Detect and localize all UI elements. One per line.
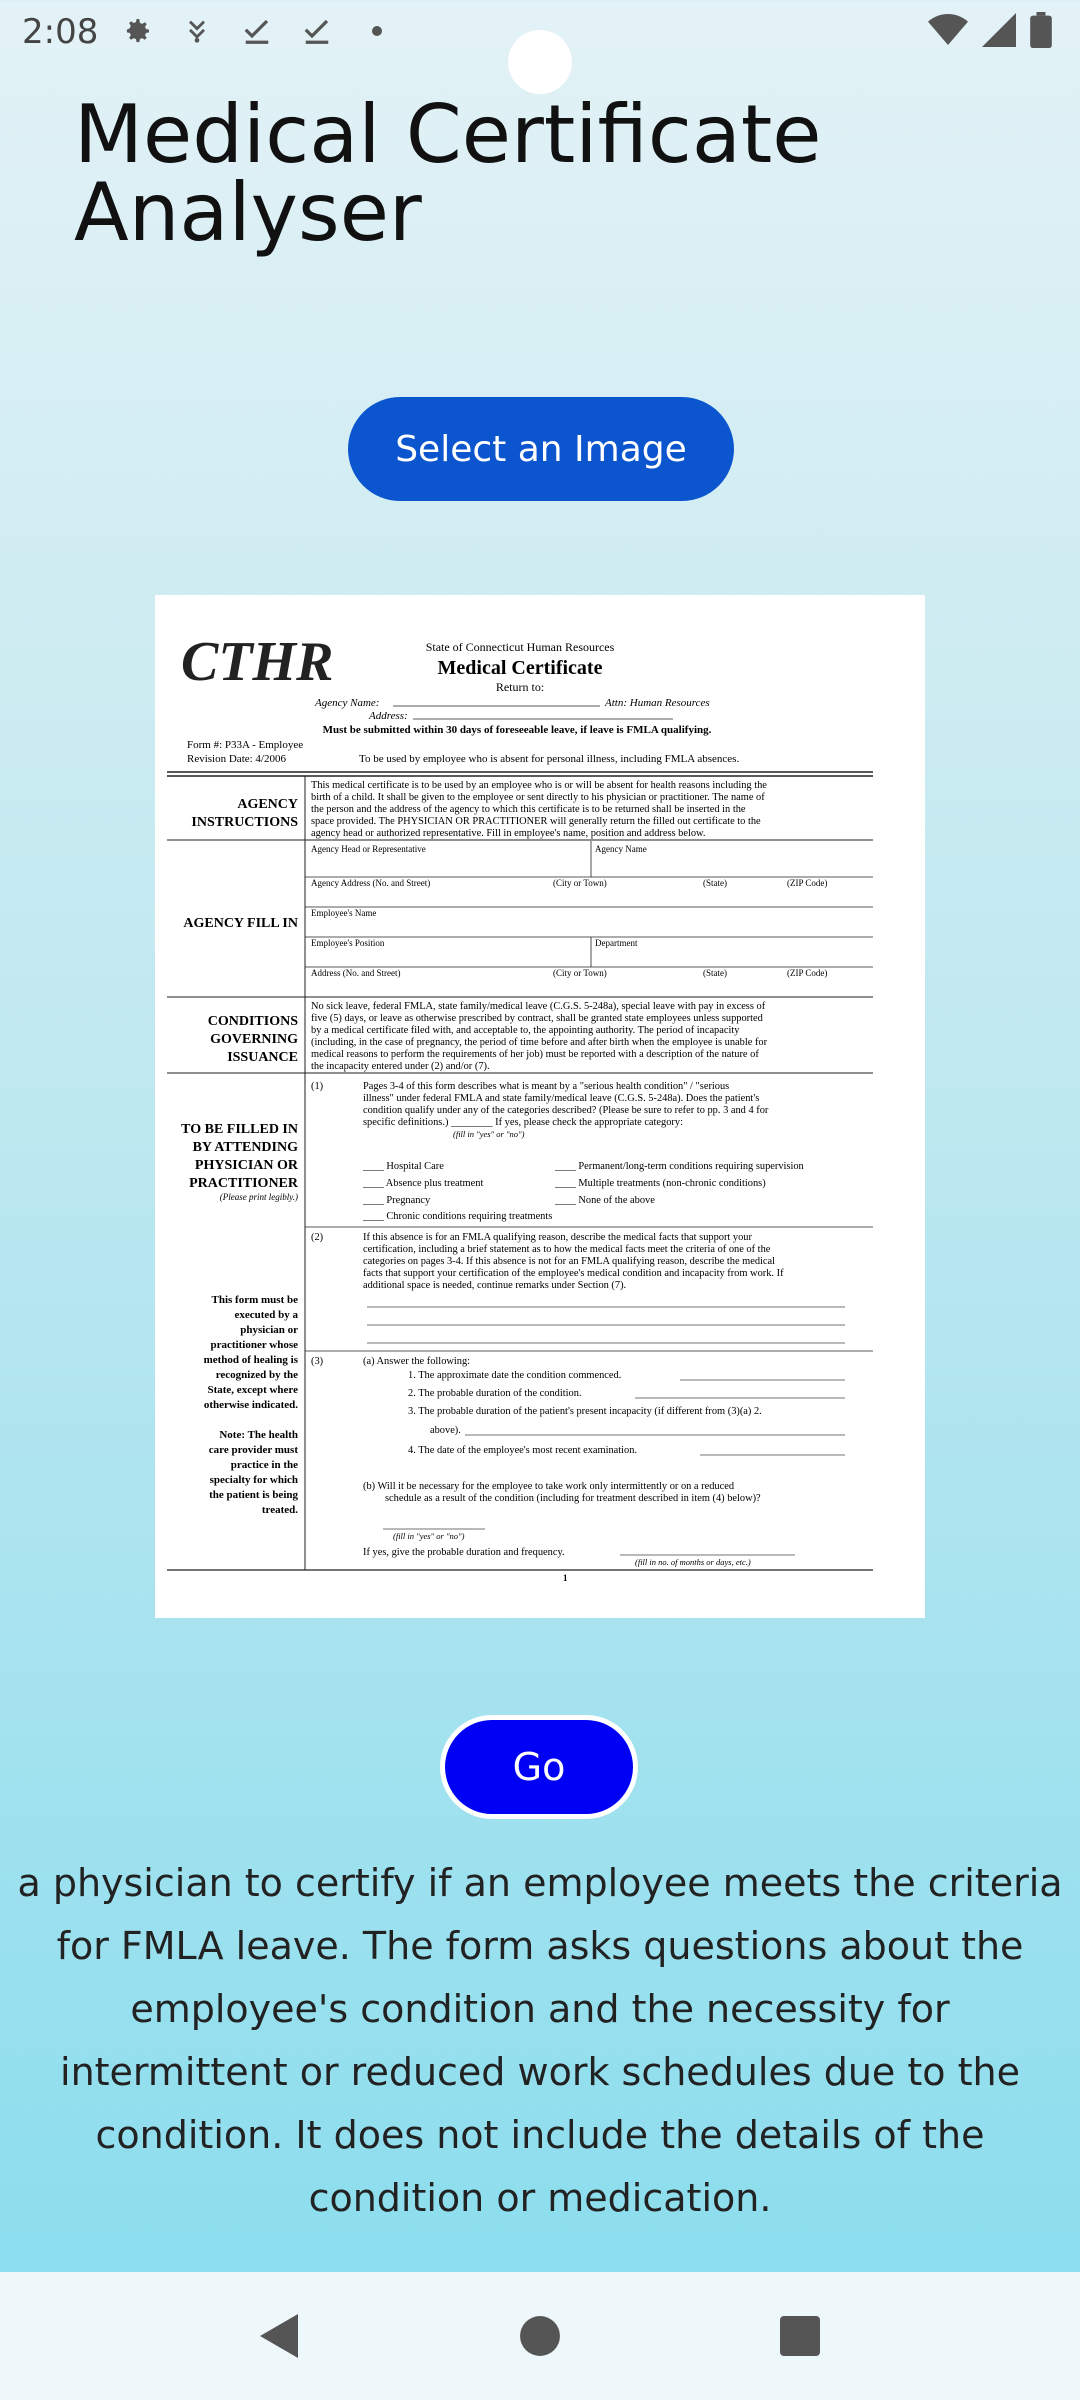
- side-note-line: method of healing is: [203, 1354, 298, 1366]
- agency-instr-line: space provided. The PHYSICIAN OR PRACTITIONER will generally return the filled out certificate to the: [311, 816, 761, 827]
- category-absence: ____ Absence plus treatment: [363, 1178, 484, 1189]
- conditions-line: five (5) days, or leave as otherwise prescribed by contract, shall be granted state employees unless supported: [311, 1013, 763, 1024]
- status-time: 2:08: [22, 12, 99, 52]
- fill-yes-no-2: (fill in "yes" or "no"): [393, 1531, 465, 1541]
- back-icon[interactable]: [250, 2306, 310, 2366]
- item2-line: If this absence is for an FMLA qualifying reason, describe the medical facts that support your: [363, 1232, 752, 1243]
- side-note-line: treated.: [261, 1504, 298, 1516]
- dot-icon: [360, 14, 394, 48]
- system-icons: [928, 12, 1052, 53]
- notification-icons: [120, 14, 394, 48]
- sec-agency-fill: AGENCY FILL IN: [183, 916, 298, 931]
- field-agency-head: Agency Head or Representative: [311, 844, 426, 854]
- side-note-line: State, except where: [207, 1384, 298, 1396]
- category-chronic: ____ Chronic conditions requiring treatments: [363, 1211, 553, 1222]
- doc-title: Medical Certificate: [437, 657, 603, 679]
- field-state-2: (State): [703, 968, 727, 978]
- field-zip: (ZIP Code): [787, 878, 828, 888]
- category-permanent: ____ Permanent/long-term conditions requiring supervision: [555, 1161, 804, 1172]
- item2-number: (2): [311, 1232, 324, 1243]
- sec-agency-instr-2: INSTRUCTIONS: [191, 815, 298, 830]
- sec-conditions-2: GOVERNING: [210, 1032, 298, 1047]
- field-city: (City or Town): [553, 878, 607, 888]
- item3b-line: schedule as a result of the condition (including for treatment described in item (4) below)?: [385, 1493, 761, 1504]
- camera-cutout: [508, 30, 572, 94]
- conditions-line: the incapacity entered under (2) and/or (7).: [311, 1061, 490, 1072]
- item3a: (a) Answer the following:: [363, 1356, 471, 1367]
- side-note-line: specialty for which: [209, 1474, 298, 1486]
- field-employee-position: Employee's Position: [311, 938, 385, 948]
- category-pregnancy: ____ Pregnancy: [363, 1195, 431, 1206]
- category-multiple: ____ Multiple treatments (non-chronic conditions): [555, 1178, 766, 1189]
- sec-conditions-3: ISSUANCE: [227, 1050, 298, 1065]
- recents-icon[interactable]: [770, 2306, 830, 2366]
- item1-number: (1): [311, 1081, 324, 1092]
- doc-agency-name-label: Agency Name:: [315, 697, 380, 709]
- side-note-line: practitioner whose: [210, 1339, 298, 1351]
- field-address: Address (No. and Street): [311, 968, 401, 978]
- gear-icon: [120, 14, 154, 48]
- item3-number: (3): [311, 1356, 324, 1367]
- page-number: 1: [563, 1573, 568, 1583]
- page-title: [74, 88, 974, 259]
- title-line-2: Analyser: [74, 166, 422, 259]
- field-employee-name: Employee's Name: [311, 908, 377, 918]
- side-note-line: physician or: [240, 1324, 298, 1336]
- doc-form-no: Form #: P33A - Employee: [187, 739, 304, 751]
- conditions-line: No sick leave, federal FMLA, state family/medical leave (C.G.S. 5-248a), special leave with pay in excess of: [311, 1001, 766, 1012]
- conditions-line: (including, in the case of pregnancy, the period of time before and after birth when the employee is unable for: [311, 1037, 768, 1048]
- sec-physician-2: BY ATTENDING: [192, 1140, 298, 1155]
- battery-icon: [1030, 12, 1052, 53]
- document-preview-image: [155, 595, 925, 1618]
- item1-line: specific definitions.) ________ If yes, please check the appropriate category:: [363, 1117, 683, 1128]
- item3-list-5: 4. The date of the employee's most recent examination.: [408, 1445, 638, 1456]
- print-legibly: (Please print legibly.): [219, 1192, 298, 1202]
- side-note-line: the patient is being: [209, 1489, 298, 1501]
- side-note-line: care provider must: [208, 1444, 298, 1456]
- title-line-1: Medical Certificate: [74, 88, 822, 181]
- side-note-line: This form must be: [211, 1294, 298, 1306]
- item2-line: categories on pages 3-4. If this absence is not for an FMLA qualifying reason, describe the medical: [363, 1256, 776, 1267]
- doc-attn: Attn: Human Resources: [605, 697, 710, 709]
- select-image-button[interactable]: Select an Image: [348, 397, 734, 501]
- sec-conditions-1: CONDITIONS: [207, 1014, 298, 1029]
- side-note-line: practice in the: [230, 1459, 298, 1471]
- field-agency-address: Agency Address (No. and Street): [311, 878, 431, 888]
- item3-list-4: above).: [430, 1425, 461, 1436]
- side-note-line: Note: The health: [219, 1429, 298, 1441]
- field-department: Department: [595, 938, 638, 948]
- doc-return-to: Return to:: [495, 680, 545, 694]
- check-icon: [300, 14, 334, 48]
- doc-revision: Revision Date: 4/2006: [187, 753, 286, 765]
- signal-icon: [982, 13, 1016, 52]
- fill-yes-no: (fill in "yes" or "no"): [453, 1129, 525, 1139]
- item1-line: condition qualify under any of the categories described? (Please be sure to refer to pp. 3 and 4 for: [363, 1105, 769, 1116]
- agency-instr-line: the person and the address of the agency to which this certificate is to be returned shall be inserted in the: [311, 804, 746, 815]
- check-icon: [240, 14, 274, 48]
- fill-months: (fill in no. of months or days, etc.): [635, 1557, 751, 1567]
- logo-text: CTHR: [181, 631, 334, 693]
- sec-physician-4: PRACTITIONER: [189, 1176, 298, 1191]
- item2-line: certification, including a brief statement as to how the medical facts meet the criteria of one of the: [363, 1244, 771, 1255]
- category-none: ____ None of the above: [555, 1195, 655, 1206]
- item2-line: additional space is needed, continue remarks under Section (7).: [363, 1280, 627, 1291]
- agency-instr-line: This medical certificate is to be used by an employee who is or will be absent for health reasons including the: [311, 780, 767, 791]
- doc-org: State of Connecticut Human Resources: [425, 640, 615, 654]
- wifi-icon: [928, 13, 968, 52]
- sec-physician-1: TO BE FILLED IN: [181, 1122, 298, 1137]
- item3-list-3: 3. The probable duration of the patient's present incapacity (if different from (3)(a) 2.: [408, 1406, 762, 1417]
- item1-line: Pages 3-4 of this form describes what is meant by a "serious health condition" / "serious: [363, 1081, 730, 1092]
- doc-address-label: Address:: [369, 710, 408, 722]
- conditions-line: medical reasons to perform the requirements of her job) must be reported with a description of the nature of: [311, 1049, 759, 1060]
- side-note-line: recognized by the: [215, 1369, 298, 1381]
- conditions-line: by a medical certificate filed with, and acceptable to, the appointing authority. The period of incapacity: [311, 1025, 740, 1036]
- sec-agency-instr-1: AGENCY: [237, 797, 298, 812]
- field-city-2: (City or Town): [553, 968, 607, 978]
- side-note-line: otherwise indicated.: [203, 1399, 298, 1411]
- download-icon: [180, 14, 214, 48]
- item2-line: facts that support your certification of the employee's medical condition and incapacity from work. If: [363, 1268, 784, 1279]
- if-yes: If yes, give the probable duration and frequency.: [363, 1547, 565, 1558]
- navigation-bar: [0, 2272, 1080, 2400]
- field-agency-name: Agency Name: [595, 844, 647, 854]
- status-bar: [0, 0, 1080, 62]
- analysis-result-text: a physician to certify if an employee meets the criteria for FMLA leave. The form asks questions about the employee's condition and the necessity for intermittent or reduced work schedules due to the condition. It does not include the details of the condition or medication.: [17, 1861, 1063, 2220]
- item1-line: illness" under federal FMLA and state family/medical leave (C.G.S. 5-248a). Does the patient's: [363, 1093, 760, 1104]
- item3-list-1: 1. The approximate date the condition commenced.: [408, 1370, 622, 1381]
- sec-physician-3: PHYSICIAN OR: [194, 1158, 298, 1173]
- agency-instr-line: agency head or authorized representative. Fill in employee's name, position and address below.: [311, 828, 706, 839]
- doc-submit-note: Must be submitted within 30 days of foreseeable leave, if leave is FMLA qualifying.: [322, 724, 712, 736]
- field-state: (State): [703, 878, 727, 888]
- item3b-line: (b) Will it be necessary for the employee to take work only intermittently or on a reduced: [363, 1481, 735, 1492]
- doc-employee-use: To be used by employee who is absent for personal illness, including FMLA absences.: [359, 753, 740, 765]
- side-note-line: executed by a: [234, 1309, 298, 1321]
- agency-instr-line: birth of a child. It shall be given to the employee or sent directly to his physician or practitioner. The name of: [311, 792, 765, 803]
- field-zip-2: (ZIP Code): [787, 968, 828, 978]
- home-icon[interactable]: [510, 2306, 570, 2366]
- go-button[interactable]: Go: [440, 1715, 638, 1819]
- category-hospital: ____ Hospital Care: [363, 1161, 444, 1172]
- item3-list-2: 2. The probable duration of the condition.: [408, 1388, 582, 1399]
